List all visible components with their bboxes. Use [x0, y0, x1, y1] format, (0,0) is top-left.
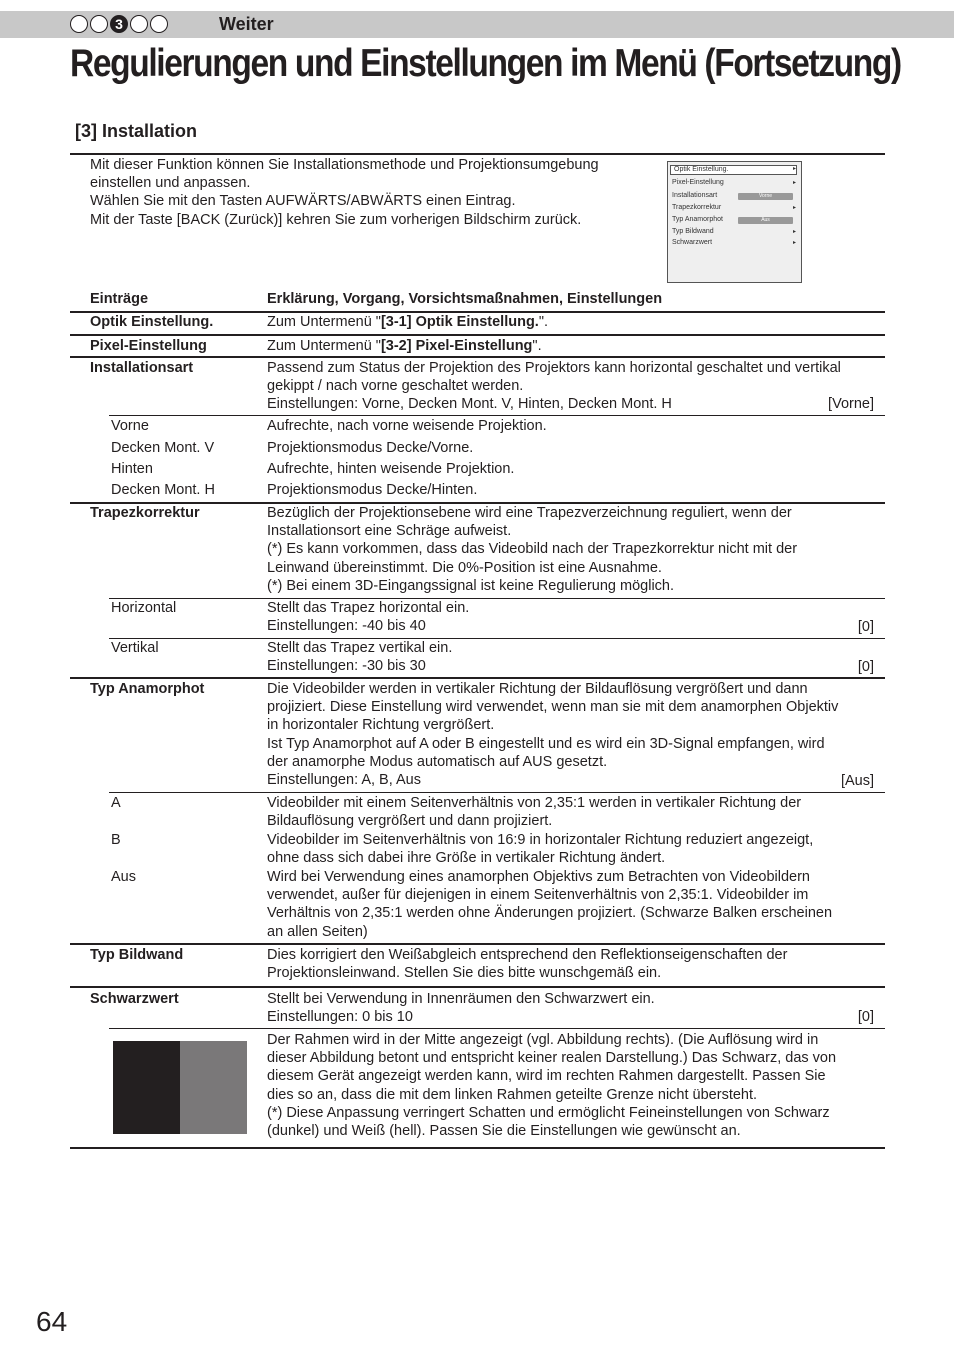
- entry-trapez-name: Trapezkorrektur: [90, 505, 200, 521]
- sub-entry-name: Vorne: [111, 418, 149, 434]
- schwarzwert-default: [0]: [857, 1009, 874, 1025]
- entry-optik-name: Optik Einstellung.: [90, 314, 214, 330]
- schwarzwert-note: Der Rahmen wird in der Mitte angezeigt (vgl. Abbildung rechts). (Die Auflösung wird in dieser Abbildung betont und entspricht keiner realen Darstellung.) Das Schwarz, das von diesem Gerät angezeigt werden kann, wird im rechten Rahmen dargestellt. Passen Sie dies so an, dass die mit dem linken Rahmen geteilte Grenze nicht übersteht. (*) Diese Anpassung verringert Schatten und ermöglicht Feineinstellungen von Schwarz (dunkel) und Weiß (hell). Passen Sie die Einstellungen wie gewünscht an.: [267, 1032, 837, 1140]
- menu-value: Vorne: [738, 193, 793, 200]
- step-indicator: [70, 13, 170, 35]
- menu-arrow-icon: ▸: [793, 229, 797, 235]
- intro-line: Mit dieser Funktion können Sie Installationsmethode und Projektionsumgebung: [90, 157, 599, 173]
- intro-text: [90, 156, 650, 229]
- sub-entry-desc: Stellt das Trapez horizontal ein. Einstellungen: -40 bis 40: [267, 600, 470, 635]
- menu-arrow-icon: ▸: [793, 180, 797, 186]
- sub-entry-desc: Projektionsmodus Decke/Vorne.: [267, 440, 474, 456]
- sub-entry-name: Horizontal: [111, 600, 177, 616]
- sub-divider: [109, 598, 885, 599]
- entry-anamorphot-desc: Die Videobilder werden in vertikaler Richtung der Bildauflösung vergrößert und dann projiziert. Diese Einstellung wird verwendet, wenn man sie mit dem anamorphen Objektiv in horizontaler Richtung vergrößert. Ist Typ Anamorphot auf A oder B eingestellt und es wird ein 3D-Signal empfangen, wird der anamorphe Modus automatisch auf AUS gesetzt. Einstellungen: A, B, Aus: [267, 681, 839, 789]
- entry-schwarzwert-name: Schwarzwert: [90, 991, 179, 1007]
- entry-anamorphot-name: Typ Anamorphot: [90, 681, 205, 697]
- sub-entry-name: Decken Mont. H: [111, 482, 215, 498]
- black-frame-swatch: [113, 1041, 180, 1134]
- sub-divider: [109, 415, 885, 416]
- menu-arrow-icon: ▸: [793, 240, 797, 246]
- entry-installationsart-desc: Passend zum Status der Projektion des Projektors kann horizontal geschaltet und vertikal gekippt / nach vorne geschaltet werden. Einstellungen: Vorne, Decken Mont. V, Hinten, Decken Mont. H: [267, 360, 841, 413]
- menu-item: Typ Anamorphot: [672, 216, 723, 223]
- installationsart-default: [Vorne]: [828, 396, 874, 412]
- sub-entry-name: A: [111, 795, 121, 811]
- menu-screenshot: [667, 161, 802, 283]
- menu-arrow-icon: ▸: [793, 166, 797, 172]
- intro-line: Wählen Sie mit den Tasten AUFWÄRTS/ABWÄRTS einen Eintrag.: [90, 193, 516, 210]
- sub-entry-name: Aus: [111, 869, 136, 885]
- step-circle: [90, 15, 108, 33]
- sub-divider: [109, 638, 885, 639]
- entry-bildwand-desc: Dies korrigiert den Weißabgleich entsprechend den Reflektionseigenschaften der Projektionsleinwand. Stellen Sie dies bitte wunschgemäß ein.: [267, 947, 788, 982]
- row-divider: [70, 334, 885, 336]
- entry-pixel-name: Pixel-Einstellung: [90, 338, 207, 354]
- sub-entry-desc: Aufrechte, hinten weisende Projektion.: [267, 461, 515, 477]
- column-header-explanation: Erklärung, Vorgang, Vorsichtsmaßnahmen, Einstellungen: [267, 291, 663, 307]
- sub-entry-desc: Aufrechte, nach vorne weisende Projektion.: [267, 418, 547, 434]
- page-title: Regulierungen und Einstellungen im Menü (Fortsetzung): [70, 42, 901, 85]
- step-circle: [130, 15, 148, 33]
- entry-optik-desc: Zum Untermenü "[3-1] Optik Einstellung.".: [267, 314, 549, 330]
- row-divider: [70, 943, 885, 945]
- sub-entry-desc: Projektionsmodus Decke/Hinten.: [267, 482, 478, 498]
- weiter-label: Weiter: [219, 14, 274, 34]
- bottom-rule: [70, 1147, 885, 1149]
- top-rule: [70, 153, 885, 155]
- menu-arrow-icon: ▸: [793, 205, 797, 211]
- sub-entry-name: Decken Mont. V: [111, 440, 215, 456]
- horizontal-default: [0]: [857, 619, 874, 635]
- entry-trapez-desc: Bezüglich der Projektionsebene wird eine Trapezverzeichnung reguliert, wenn der Installationsort eine Schräge aufweist. (*) Es kann vorkommen, dass das Videobild nach der Trapezkorrektur nicht mit der Leinwand übereinstimmt. Die 0%-Position ist eine Ausnahme. (*) Bei einem 3D-Eingangssignal ist keine Regulierung möglich.: [267, 505, 798, 594]
- sub-divider: [109, 1028, 885, 1029]
- row-divider: [70, 356, 885, 358]
- menu-item: Schwarzwert: [672, 239, 713, 246]
- sub-entry-name: Hinten: [111, 461, 153, 477]
- sub-entry-name: B: [111, 832, 121, 848]
- sub-entry-desc: Wird bei Verwendung eines anamorphen Objektivs zum Betrachten von Videobildern verwendet, außer für diejenigen in einem Seitenverhältnis von 2,35:1. Videobilder im Verhältnis von 2,35:1 werden ohne Änderungen projiziert. (Schwarze Balken erscheinen an allen Seiten): [267, 869, 833, 940]
- row-divider: [70, 311, 885, 313]
- step-circle: [150, 15, 168, 33]
- entry-schwarzwert-desc: Stellt bei Verwendung in Innenräumen den Schwarzwert ein. Einstellungen: 0 bis 10: [267, 991, 655, 1026]
- step-circle: [70, 15, 88, 33]
- vertikal-default: [0]: [857, 659, 874, 675]
- intro-line: einstellen und anpassen.: [90, 175, 251, 192]
- menu-item: Installationsart: [672, 192, 718, 199]
- sub-entry-name: Vertikal: [111, 640, 159, 656]
- page-number: 64: [36, 1306, 68, 1337]
- intro-line: Mit der Taste [BACK (Zurück)] kehren Sie zum vorherigen Bildschirm zurück.: [90, 211, 582, 228]
- sub-divider: [109, 792, 885, 793]
- entry-installationsart-name: Installationsart: [90, 360, 194, 376]
- column-header-entries: Einträge: [90, 291, 149, 307]
- menu-value: Aus: [738, 217, 793, 224]
- sub-entry-desc: Stellt das Trapez vertikal ein. Einstellungen: -30 bis 30: [267, 640, 453, 675]
- step-circle-active: 3: [110, 15, 128, 33]
- menu-item: Pixel-Einstellung: [672, 179, 724, 186]
- entry-pixel-desc: Zum Untermenü "[3-2] Pixel-Einstellung".: [267, 338, 542, 354]
- sub-entry-desc: Videobilder im Seitenverhältnis von 16:9 in horizontaler Richtung reduziert angezeigt, ohne dass sich dabei ihre Größe in vertikaler Richtung ändert.: [267, 832, 814, 867]
- menu-item: Typ Bildwand: [672, 228, 714, 235]
- row-divider: [70, 986, 885, 988]
- menu-header: Optik Einstellung.: [670, 165, 797, 175]
- menu-item: Trapezkorrektur: [672, 204, 722, 211]
- entry-bildwand-name: Typ Bildwand: [90, 947, 184, 963]
- section-heading: [3] Installation: [75, 121, 198, 141]
- anamorphot-default: [Aus]: [840, 773, 874, 789]
- gray-frame-swatch: [180, 1041, 247, 1134]
- sub-entry-desc: Videobilder mit einem Seitenverhältnis von 2,35:1 werden in vertikaler Richtung der Bildauflösung vergrößert und dann projiziert.: [267, 795, 802, 830]
- row-divider: [70, 677, 885, 679]
